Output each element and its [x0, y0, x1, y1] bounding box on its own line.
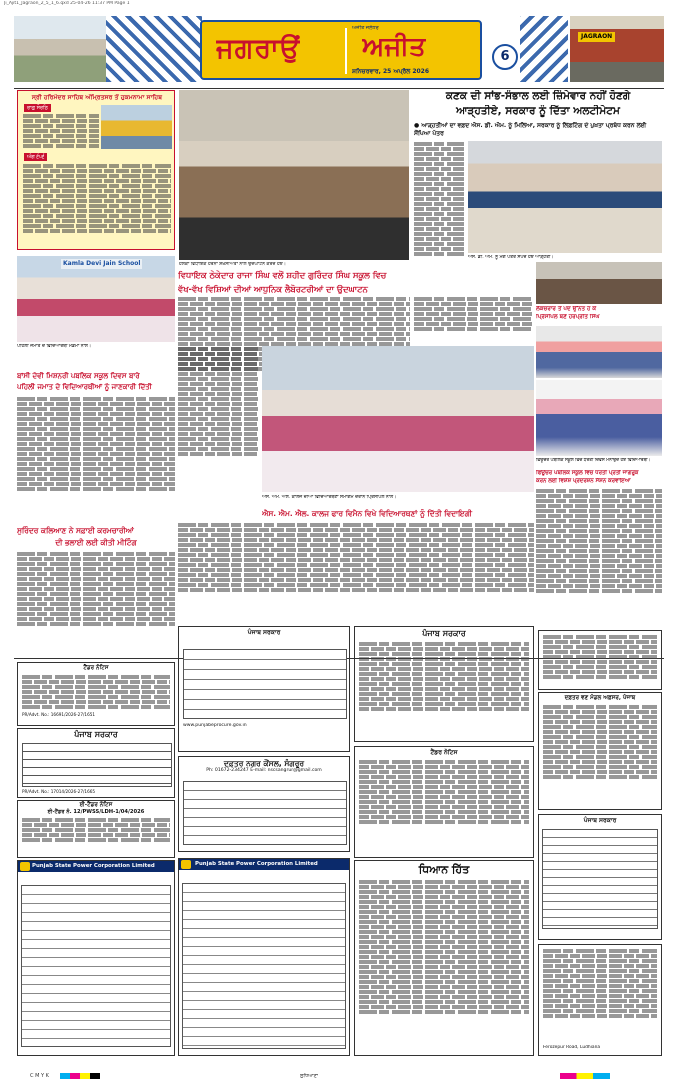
story6-headline2: ਕਰਨ ਲਈ ਵਿਸ਼ੇਸ਼ ਪ੍ਰਦਰਸ਼ਨ ਸੈਸ਼ਨ ਕਰਵਾਇਆ: [536, 478, 631, 484]
ad-right-4: [538, 944, 662, 1056]
masthead-divider: [345, 28, 347, 74]
ad-left-2: [17, 728, 175, 798]
story4-headline1: ਸੁਰਿੰਦਰ ਕਲਿਆਣ ਨੇ ਸਫ਼ਾਈ ਕਰਮਚਾਰੀਆਂ: [17, 526, 134, 535]
story6-photo-2: [536, 380, 662, 456]
story3-headline1: ਬਾਂਸੀ ਦੇਵੀ ਮਿਸ਼ਨਰੀ ਪਬਲਿਕ ਸਕੂਲ ਦਿਵਸ ਬਾਰੇ: [17, 372, 140, 380]
masthead-left-pattern: [106, 16, 202, 82]
ad-center-1: [178, 626, 350, 752]
story1-photo: [468, 141, 662, 253]
story7-photo: [536, 262, 662, 304]
story5-body: [178, 522, 534, 622]
golden-temple-photo: [101, 105, 172, 149]
ad-center-1-website: www.punjabeprocure.gov.in: [183, 723, 247, 728]
footer-cmyk: C M Y K: [30, 1073, 49, 1079]
story3-body: [17, 396, 175, 520]
story1-body-right: [414, 296, 532, 336]
pspcl-2-logo-icon: [181, 860, 191, 869]
ad-right-3-title: ਪੰਜਾਬ ਸਰਕਾਰ: [583, 817, 617, 824]
story2-photo-caption: ਹਲਕਾ ਵਿਧਾਇਕ ਹੋਰਨਾਂ ਸ਼ਖ਼ਸੀਅਤਾਂ ਨਾਲ ਉਦਘਾਟਨ ਕਰਦੇ ਹੋਏ।: [179, 262, 286, 267]
ad-nagar-council-table: [183, 781, 347, 845]
story6-body: [536, 488, 662, 626]
story6-headline1: ਫਿਊਚਰ ਪਬਲਿਕ ਸਕੂਲ ਵਿਚ ਧਰਤੀ ਪ੍ਰਤੀ ਜਾਗਰੂਕ: [536, 470, 639, 476]
ad-left-1-pr: PR/Advt. No.: 16691/2026-27/1651: [22, 711, 96, 717]
ad-pspcl-1-table: [21, 885, 171, 1047]
ad-pspcl-1: [17, 860, 175, 1056]
ad-nagar-council: [178, 756, 350, 852]
hukamnama-text-1: [23, 113, 99, 153]
pspcl-1-logo-icon: [20, 862, 30, 871]
story1-caption: ਐਸ. ਡੀ. ਐਮ. ਨੂੰ ਮੰਗ ਪੱਤਰ ਸੌਂਪਦੇ ਹੋਏ ਆੜ੍ਹਤੀ।: [468, 255, 554, 260]
ad-left-1-title: ਟੈਂਡਰ ਨੋਟਿਸ: [83, 665, 109, 671]
masthead-paper: ਅਜੀਤ: [362, 32, 426, 62]
story4-body: [17, 551, 175, 655]
ad-pspcl-1-header: Punjab State Power Corporation Limited: [18, 861, 174, 872]
ad-left-2-title: ਪੰਜਾਬ ਸਰਕਾਰ: [74, 730, 118, 739]
hukamnama-tag1: ਰਾਗੁ ਸੋਰਠਿ: [24, 104, 51, 112]
ad-center-1-table: [183, 649, 347, 719]
story4-headline2: ਦੀ ਭਲਾਈ ਲਈ ਕੀਤੀ ਮੀਟਿੰਗ: [55, 538, 137, 547]
ad-left-2-pr: PR/Advt. No.: 17014/2026-27/1665: [22, 789, 96, 794]
story3-headline2: ਪਹਿਲੀ ਜਮਾਤ ਦੇ ਵਿਦਿਆਰਥੀਆਂ ਨੂੰ ਜਾਣਕਾਰੀ ਦਿੱਤੀ: [17, 383, 152, 391]
ad-nagar-council-phone: Ph: 01672-234247: [206, 768, 249, 774]
story1-subhead: ● ਆੜ੍ਹਤੀਆਂ ਦਾ ਵਫ਼ਦ ਐਸ. ਡੀ. ਐਮ. ਨੂੰ ਮਿਲਿਆ, ਸਰਕਾਰ ਨੂੰ ਲਿਫ਼ਟਿੰਗ ਦੇ ਪੁਖ਼ਤਾ ਪ੍ਰਬੰਧ ਕਰਨ ਲਈ ਸੌਂਪਿਆ ਪੱਤਰ: [414, 122, 647, 137]
hukamnama-tag2: ਅੰਗ ੬੫੬: [24, 153, 47, 161]
story5-caption: ਐਸ. ਐਮ. ਐਲ. ਕਾਲਜ ਦੀਆਂ ਵਿਦਿਆਰਥਣਾਂ ਸਮਾਗਮ ਦੌਰਾਨ ਪ੍ਰਿੰਸੀਪਲ ਨਾਲ।: [262, 495, 397, 500]
page-number: 6: [492, 44, 518, 70]
story6-caption: ਫਿਊਚਰ ਪਬਲਿਕ ਸਕੂਲ ਵਿਚ ਧਰਤੀ ਦਿਵਸ ਮਨਾਉਂਦੇ ਹੋਏ ਵਿਦਿਆਰਥੀ।: [536, 458, 651, 463]
hukamnama-box: [17, 90, 175, 250]
footer-colorbar-right: [560, 1073, 610, 1079]
ad-center-right-1-title: ਪੰਜਾਬ ਸਰਕਾਰ: [422, 629, 466, 638]
story2-body-2: [178, 346, 258, 496]
ad-left-1: [17, 662, 175, 726]
ad-right-1: [538, 630, 662, 690]
story7-headline1: ਲੈਕਚਰਾਰ ਤੋਂ ਪਦ ਉੱਨਤ ਹੋ ਕੇ: [536, 306, 597, 312]
ad-right-4-last: Ferozepur Road, Ludhiana: [543, 1045, 601, 1050]
ad-center-right-1: [354, 626, 534, 742]
masthead-right-pattern: [520, 16, 568, 82]
story3-banner: Kamla Devi Jain School: [63, 260, 141, 267]
masthead-right-photo: [570, 16, 664, 82]
ad-dhyan-hit: [354, 860, 534, 1056]
ad-dhyan-hit-title: ਧਿਆਨ ਹਿੱਤ: [418, 863, 470, 876]
ad-pspcl-2-header: Punjab State Power Corporation Limited: [179, 859, 349, 870]
ad-left-3-no: ਈ-ਟੈਂਡਰ ਨੰ. 12/PWSS/LDH-1/04/2026: [47, 808, 145, 815]
ad-pspcl-2: [178, 858, 350, 1056]
story2-headline2: ਵੱਖ-ਵੱਖ ਵਿਸ਼ਿਆਂ ਦੀਆਂ ਆਧੁਨਿਕ ਲੈਬੋਰਟਰੀਆਂ ਦਾ ਉਦਘਾਟਨ: [178, 284, 368, 294]
ad-left-2-table: [22, 743, 172, 787]
story2-photo: [179, 90, 409, 260]
hukamnama-text-2: [23, 163, 171, 247]
masthead: [14, 14, 664, 88]
story1-body-left: [414, 141, 464, 291]
story2-headline1: ਵਿਧਾਇਕ ਠੇਕੇਦਾਰ ਰਾਜਾ ਸਿੰਘ ਵਲੋਂ ਸ਼ਹੀਦ ਗੁਰਿੰਦਰ ਸਿੰਘ ਸਕੂਲ ਵਿਚ: [178, 270, 387, 280]
masthead-tagline: ਅਜੀਤ ਜਲੰਧਰ: [352, 25, 379, 31]
ad-center-1-title: ਪੰਜਾਬ ਸਰਕਾਰ: [247, 629, 281, 636]
story7-headline2: ਪ੍ਰਿੰਸੀਪਲ ਬਣੇ ਹਰਪ੍ਰੀਤ ਸਿੰਘ: [536, 314, 600, 320]
masthead-city: ਜਗਰਾਉਂ: [216, 33, 301, 64]
story1-headline2: ਆੜ੍ਹਤੀਏ, ਸਰਕਾਰ ਨੂੰ ਦਿੱਤਾ ਅਲਟੀਮੇਟਮ: [456, 105, 620, 117]
story6-photo: [536, 326, 662, 378]
ad-forest-title: ਦਫ਼ਤਰ ਵਣ ਮੰਡਲ ਅਫ਼ਸਰ, ਪੰਜਾਬ: [564, 695, 636, 701]
print-info: Ji_Ajit1_Jagraon_2_5_1_6.qxd 25-04-26 11:37 PM Page 1: [4, 1, 130, 6]
station-sign: JAGRAON: [578, 32, 615, 42]
ad-left-3-title: ਈ-ਟੈਂਡਰ ਨੋਟਿਸ: [79, 802, 113, 808]
ad-nagar-council-contact: [179, 768, 349, 774]
ad-right-3-table: [542, 829, 658, 929]
footer-colorbar: [60, 1073, 100, 1079]
ad-nagar-council-title: ਦਫ਼ਤਰ ਨਗਰ ਕੌਂਸਲ, ਸੰਗਰੂਰ: [223, 759, 305, 768]
ad-right-3: [538, 814, 662, 940]
story5-headline: ਐਸ. ਐਮ. ਐਲ. ਕਾਲਜ ਫਾਰ ਵਿਮੈਨ ਵਿਖੇ ਵਿਦਿਆਰਥਣਾਂ ਨੂੰ ਦਿੱਤੀ ਵਿਦਾਇਗੀ: [262, 509, 472, 518]
story3-caption: ਪਹਿਲੀ ਜਮਾਤ ਦੇ ਵਿਦਿਆਰਥੀ ਮੈਡਮਾਂ ਨਾਲ।: [17, 344, 92, 349]
ad-forest: [538, 692, 662, 810]
hukamnama-title: ਸ੍ਰੀ ਹਰਿਮੰਦਰ ਸਾਹਿਬ ਅੰਮ੍ਰਿਤਸਰ ਤੋਂ ਹੁਕਮਨਾਮਾ ਸਾਹਿਬ: [31, 94, 163, 101]
story5-photo: [262, 346, 534, 492]
ad-center-right-2: [354, 746, 534, 858]
masthead-banner: [200, 20, 482, 80]
masthead-date: ਸ਼ਨਿਚਰਵਾਰ, 25 ਅਪ੍ਰੈਲ 2026: [352, 68, 430, 75]
masthead-left-photo: [14, 16, 106, 82]
ad-nagar-council-email: E-mail: nscsangrur@gmail.com: [250, 768, 322, 774]
ad-center-right-2-title: ਟੈਂਡਰ ਨੋਟਿਸ: [430, 749, 458, 756]
masthead-rule: [14, 88, 664, 89]
ad-pspcl-2-table: [182, 883, 346, 1049]
footer-center: ਲੁਧਿਆਣਾ: [300, 1073, 319, 1079]
story3-photo: [17, 256, 175, 342]
story1-headline1: ਕਣਕ ਦੀ ਸਾਂਭ-ਸੰਭਾਲ ਲਈ ਜ਼ਿੰਮੇਵਾਰ ਨਹੀਂ ਹੋਣਗੇ: [445, 90, 631, 102]
ad-left-3: [17, 800, 175, 858]
